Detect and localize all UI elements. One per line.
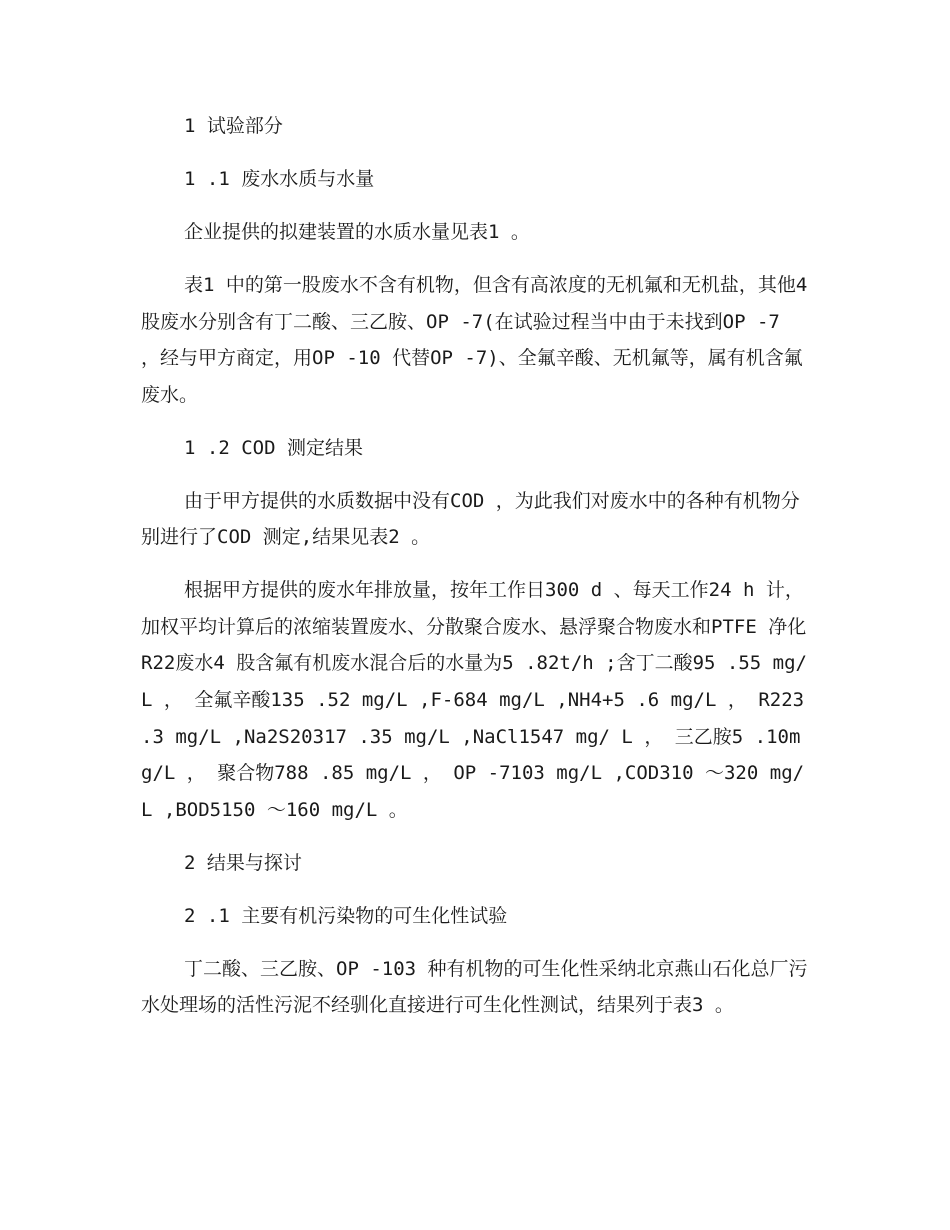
document-body (141, 108, 819, 1040)
paragraph-water-quality-intro: 企业提供的拟建装置的水质水量见表1 。 (184, 220, 530, 243)
paragraph-cod-measurement: 由于甲方提供的水质数据中没有COD ，为此我们对废水中的各种有机物分别进行了COD 测定,结果见表2 。 (141, 489, 800, 549)
subsection-heading-2-1: 2 .1 主要有机污染物的可生化性试验 (184, 904, 508, 927)
subsection-heading-1-1: 1 .1 废水水质与水量 (184, 167, 375, 190)
paragraph-biodegradability-test: 丁二酸、三乙胺、OP -103 种有机物的可生化性采纳北京燕山石化总厂污水处理场的活性污泥不经驯化直接进行可生化性测试，结果列于表3 。 (141, 957, 808, 1017)
subsection-heading-1-2: 1 .2 COD 测定结果 (184, 436, 363, 459)
section-heading-1: 1 试验部分 (184, 115, 283, 137)
section-heading-2: 2 结果与探讨 (184, 851, 302, 874)
paragraph-table1-description: 表1 中的第一股废水不含有机物，但含有高浓度的无机氟和无机盐，其他4 股废水分别含有丁二酸、三乙胺、OP -7(在试验过程当中由于未找到OP -7 ，经与甲方商定，用OP -10 代替OP -7)、全氟辛酸、无机氟等，属有机含氟废水。 (141, 273, 819, 406)
paragraph-mixed-wastewater: 根据甲方提供的废水年排放量，按年工作日300 d 、每天工作24 h 计，加权平均计算后的浓缩装置废水、分散聚合废水、悬浮聚合物废水和PTFE 净化R22废水4 股含氟有机废水混合后的水量为5 .82t/h ;含丁二酸95 .55 mg/ L ， 全氟辛酸135 .52 mg/L ,F-684 mg/L ,NH4+5 .6 mg/L ， R223 .3 mg/L ,Na2S20317 .35 mg/L ,NaCl1547 mg/ L ， 三乙胺5 .10mg/L ， 聚合物788 .85 mg/L ， OP -7103 mg/L ,COD310 ～320 mg/L ,BOD5150 ～160 mg/L 。 (141, 579, 819, 821)
